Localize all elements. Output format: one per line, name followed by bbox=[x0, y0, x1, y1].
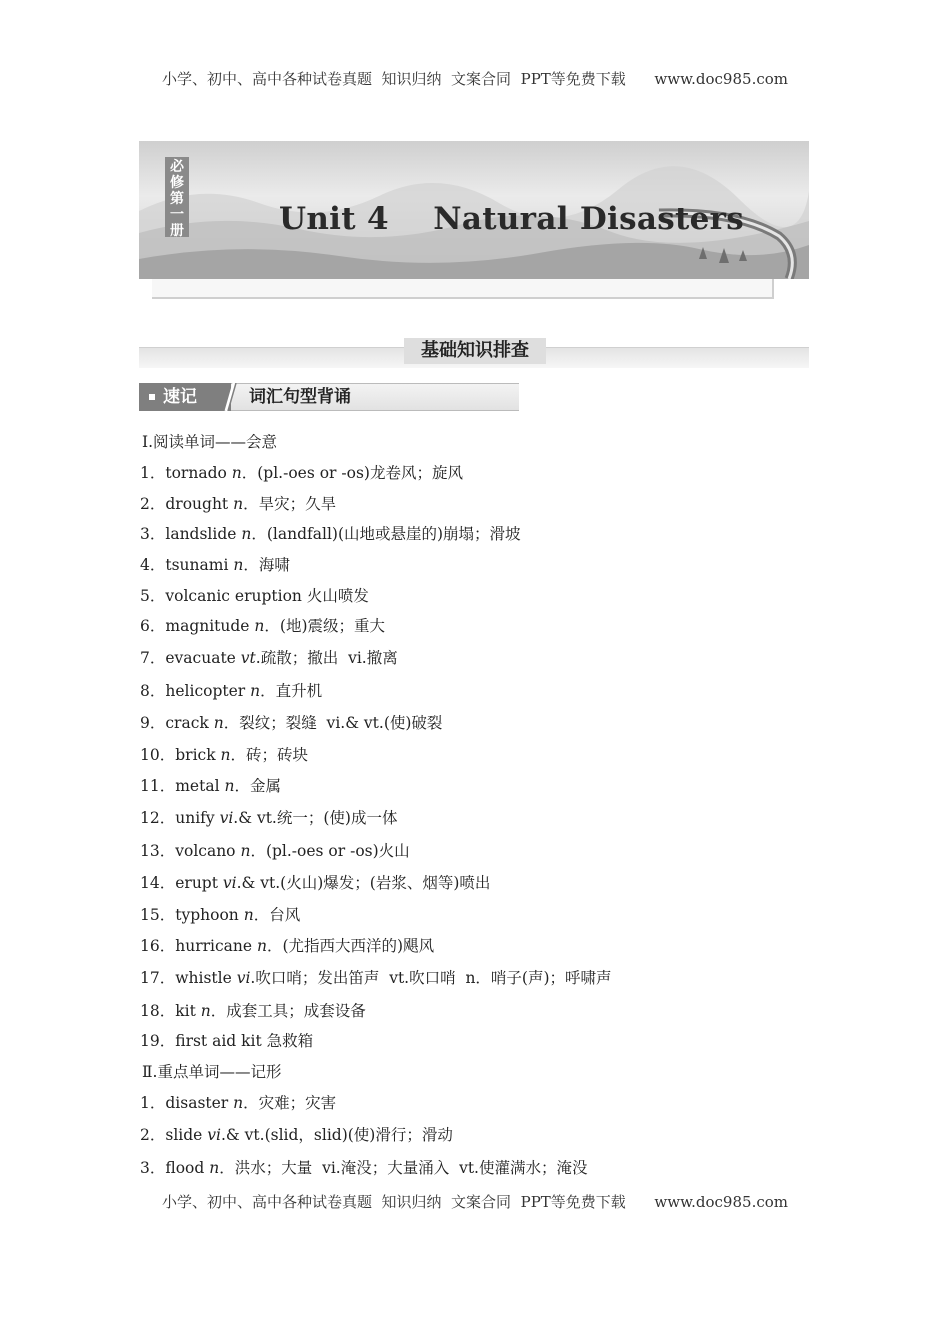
list-item: 11．metal n．金属 bbox=[140, 777, 281, 795]
list-item: 16．hurricane n．(尤指西大西洋的)飓风 bbox=[140, 937, 435, 955]
list-item: 12．unify vi.& vt.统一；(使)成一体 bbox=[140, 809, 398, 827]
list-item: 9．crack n．裂纹；裂缝 vi.& vt.(使)破裂 bbox=[140, 714, 443, 732]
list-item: 18．kit n．成套工具；成套设备 bbox=[140, 1002, 366, 1020]
part2-heading: Ⅱ.重点单词——记形 bbox=[142, 1063, 282, 1081]
list-item: 14．erupt vi.& vt.(火山)爆发；(岩浆、烟等)喷出 bbox=[140, 874, 491, 892]
page-header: 小学、初中、高中各种试卷真题 知识归纳 文案合同 PPT等免费下载 www.doc985.com bbox=[161, 70, 788, 88]
list-item: 2．drought n．旱灾；久旱 bbox=[140, 495, 337, 513]
list-item: 6．magnitude n．(地)震级；重大 bbox=[140, 617, 386, 635]
list-item: 15．typhoon n．台风 bbox=[140, 906, 301, 924]
part1-heading: Ⅰ.阅读单词——会意 bbox=[142, 433, 278, 451]
volume-tag: 必 修 第 一 册 bbox=[165, 157, 189, 237]
tab-divider-icon bbox=[223, 383, 237, 411]
list-item: 13．volcano n．(pl.-oes or -os)火山 bbox=[140, 842, 410, 860]
list-item: 1．tornado n．(pl.-oes or -os)龙卷风；旋风 bbox=[140, 464, 463, 482]
list-item: 8．helicopter n．直升机 bbox=[140, 682, 323, 700]
tab-quick-memo: 速记 bbox=[139, 383, 231, 411]
list-item: 7．evacuate vt.疏散；撤出 vi.撤离 bbox=[140, 649, 398, 667]
unit-title: Unit 4 Natural Disasters bbox=[279, 201, 745, 237]
list-item: 1．disaster n．灾难；灾害 bbox=[140, 1094, 337, 1112]
list-item: 10．brick n．砖；砖块 bbox=[140, 746, 309, 764]
page-footer: 小学、初中、高中各种试卷真题 知识归纳 文案合同 PPT等免费下载 www.doc985.com bbox=[161, 1193, 788, 1211]
list-item: 3．landslide n．(landfall)(山地或悬崖的)崩塌；滑坡 bbox=[140, 525, 521, 543]
list-item: 2．slide vi.& vt.(slid，slid)(使)滑行；滑动 bbox=[140, 1126, 453, 1144]
unit-banner bbox=[139, 141, 809, 279]
list-item: 3．flood n．洪水；大量 vi.淹没；大量涌入 vt.使灌满水；淹没 bbox=[140, 1159, 588, 1177]
list-item: 17．whistle vi.吹口哨；发出笛声 vt.吹口哨 n．哨子(声)；呼啸声 bbox=[140, 969, 612, 987]
vocabulary-tab-row bbox=[139, 383, 519, 411]
tab-vocabulary-recitation: 词汇句型背诵 bbox=[227, 383, 519, 411]
list-item: 4．tsunami n．海啸 bbox=[140, 556, 290, 574]
section-title: 基础知识排查 bbox=[404, 338, 546, 364]
list-item: 5．volcanic eruption 火山喷发 bbox=[140, 587, 369, 605]
list-item: 19．first aid kit 急救箱 bbox=[140, 1032, 314, 1050]
square-bullet-icon bbox=[149, 394, 155, 400]
banner-shadow bbox=[152, 279, 774, 299]
